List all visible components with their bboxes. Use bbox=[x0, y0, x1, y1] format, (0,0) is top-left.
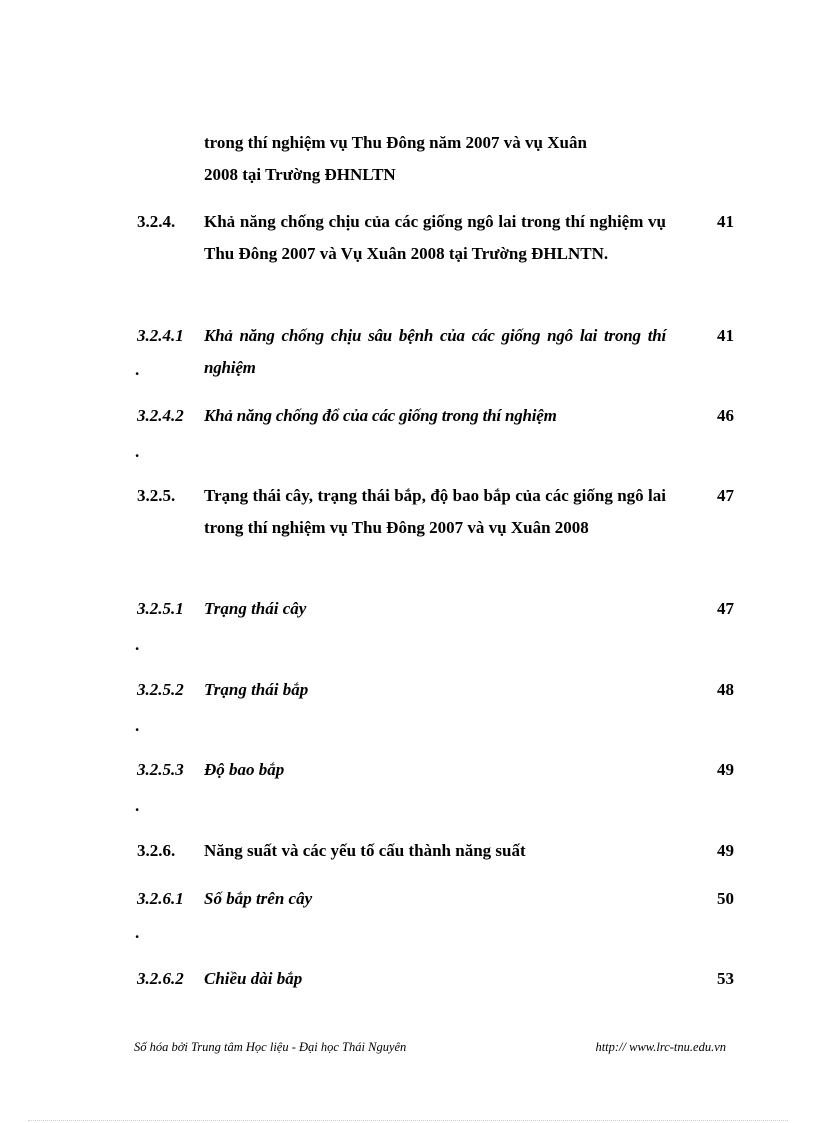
toc-entry-title: Khả năng chống đổ của các giống trong thí nghiệm bbox=[204, 406, 557, 425]
toc-entry-number-suffix: . bbox=[135, 635, 140, 654]
toc-entry-page: 48 bbox=[717, 680, 734, 699]
toc-entry-page: 47 bbox=[717, 599, 734, 618]
toc-entry-number-suffix: . bbox=[135, 360, 140, 379]
footer-url: http:// www.lrc-tnu.edu.vn bbox=[595, 1040, 726, 1054]
toc-entry-page: 41 bbox=[717, 212, 734, 231]
toc-entry-number-suffix: . bbox=[135, 796, 140, 815]
footer-digitization-note: Số hóa bởi Trung tâm Học liệu - Đại học Thái Nguyên bbox=[134, 1040, 407, 1054]
toc-continuation-line-1: trong thí nghiệm vụ Thu Đông năm 2007 và vụ Xuân bbox=[204, 133, 587, 152]
page-bottom-divider bbox=[28, 1120, 788, 1121]
toc-entry-page: 49 bbox=[717, 841, 734, 860]
toc-entry-number: 3.2.5.1 bbox=[137, 599, 184, 618]
toc-entry-number: 3.2.4.1 bbox=[137, 326, 184, 345]
toc-entry-number-suffix: . bbox=[135, 923, 140, 942]
toc-entry-page: 46 bbox=[717, 406, 734, 425]
toc-entry-title: Trạng thái bắp bbox=[204, 680, 309, 699]
toc-entry-title: Trạng thái cây, trạng thái bắp, độ bao bắp của các giống ngô lai trong thí nghiệm vụ Thu Đông 2007 và vụ Xuân 2008 bbox=[204, 486, 666, 537]
toc-entry-number: 3.2.6.2 bbox=[137, 969, 184, 988]
toc-entry-number: 3.2.6. bbox=[137, 841, 176, 860]
toc-entry-title: Độ bao bắp bbox=[204, 760, 285, 779]
toc-entry-page: 41 bbox=[717, 326, 734, 345]
toc-entry-number: 3.2.5.2 bbox=[137, 680, 184, 699]
toc-entry-page: 49 bbox=[717, 760, 734, 779]
toc-entry-number: 3.2.4.2 bbox=[137, 406, 184, 425]
toc-entry-title: Chiều dài bắp bbox=[204, 969, 303, 988]
toc-entry-page: 47 bbox=[717, 486, 734, 505]
toc-entry-page: 50 bbox=[717, 889, 734, 908]
toc-entry-title: Khả năng chống chịu của các giống ngô lai trong thí nghiệm vụ Thu Đông 2007 và Vụ Xuân 2008 tại Trường ĐHLNTN. bbox=[204, 212, 666, 263]
toc-entry-title: Năng suất và các yếu tố cấu thành năng suất bbox=[204, 841, 526, 860]
toc-entry-page: 53 bbox=[717, 969, 734, 988]
toc-continuation-line-2: 2008 tại Trường ĐHNLTN bbox=[204, 165, 396, 184]
toc-entry-title: Trạng thái cây bbox=[204, 599, 307, 618]
toc-entry-number: 3.2.4. bbox=[137, 212, 176, 231]
toc-entry-number: 3.2.5. bbox=[137, 486, 176, 505]
toc-entry-title: Số bắp trên cây bbox=[204, 889, 313, 908]
page-footer bbox=[134, 1036, 726, 1058]
toc-entry-number-suffix: . bbox=[135, 442, 140, 461]
toc-entry-number: 3.2.5.3 bbox=[137, 760, 184, 779]
toc-entry-number-suffix: . bbox=[135, 716, 140, 735]
toc-entry-number: 3.2.6.1 bbox=[137, 889, 184, 908]
toc-entry-title: Khả năng chống chịu sâu bệnh của các giống ngô lai trong thí nghiệm bbox=[204, 326, 666, 377]
